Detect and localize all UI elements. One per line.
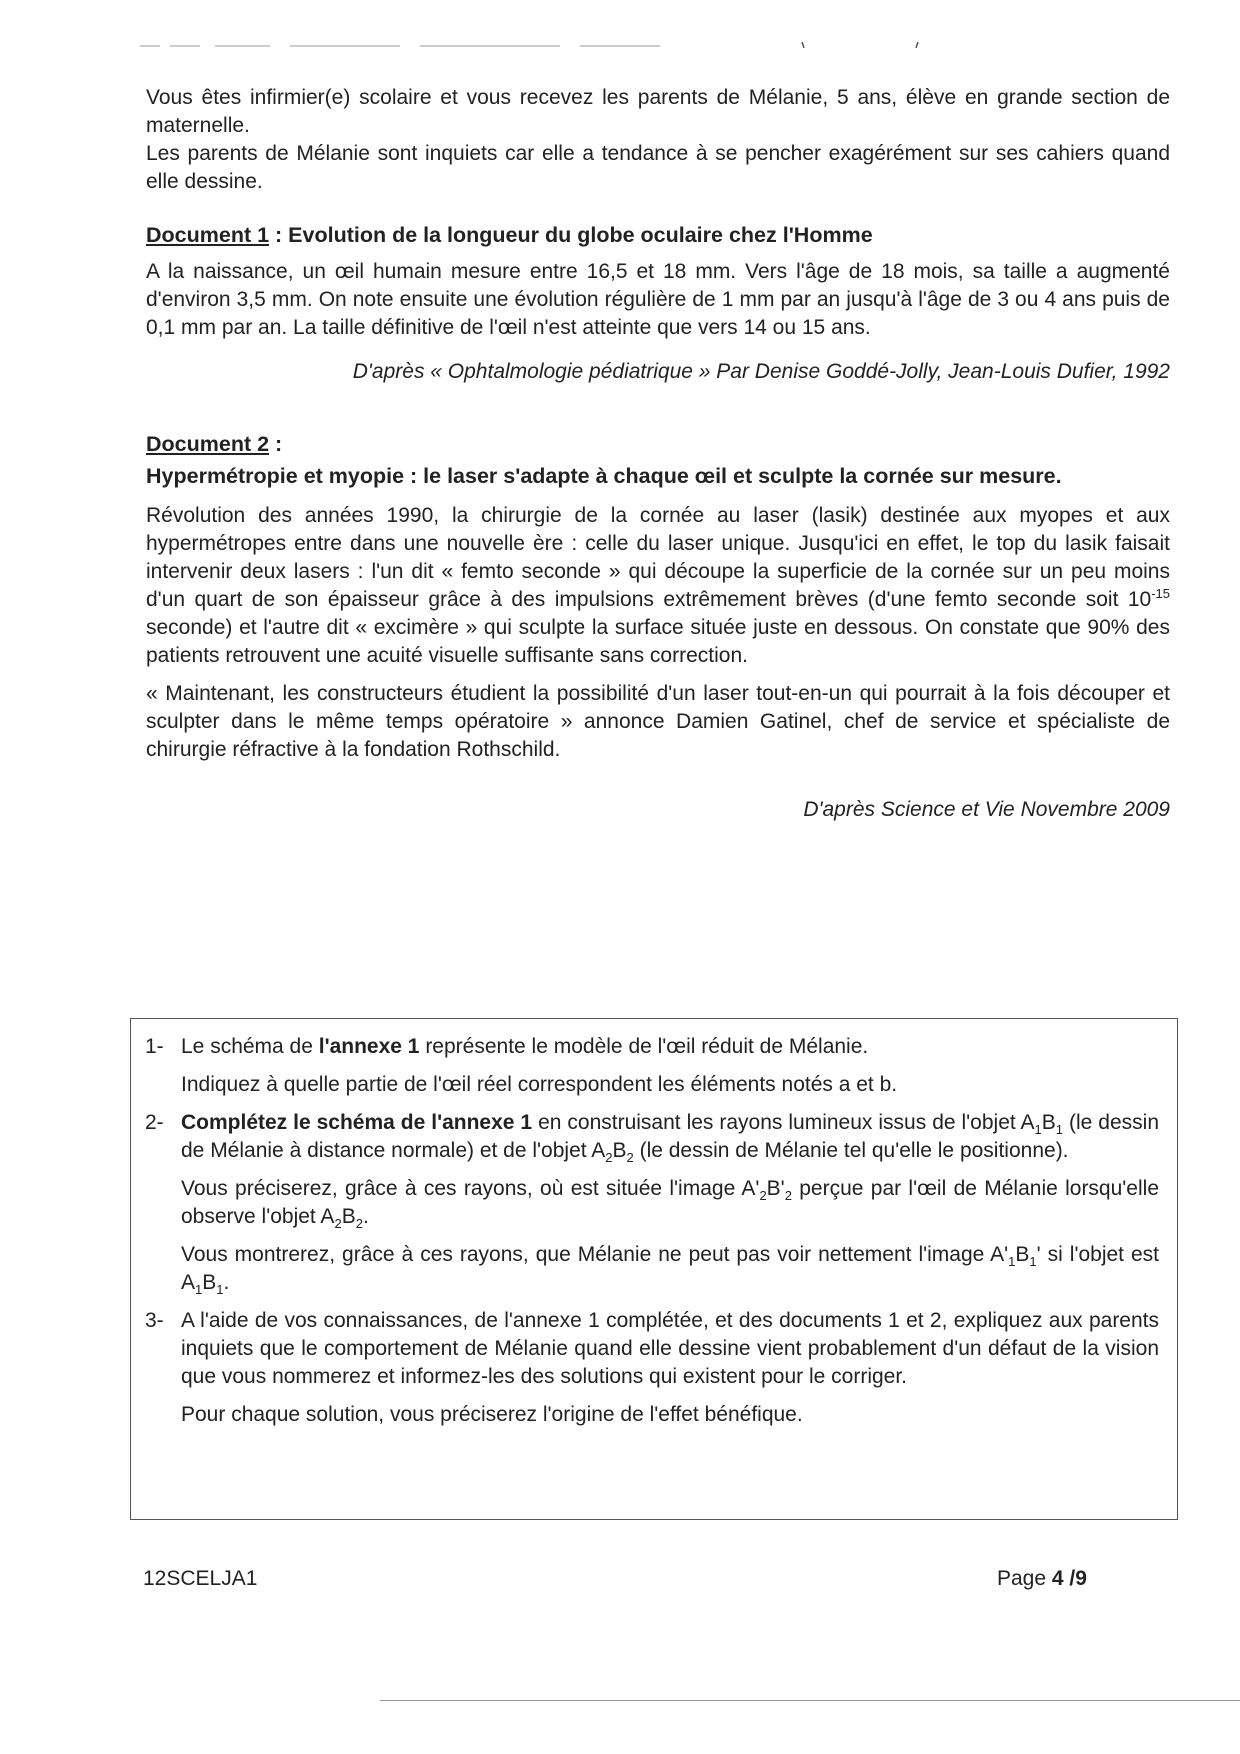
subscript: 1 (1008, 1254, 1016, 1270)
q2-t4: B (612, 1139, 627, 1162)
document-2-source: D'après Science et Vie Novembre 2009 (803, 798, 1170, 821)
q2-s1a: Vous préciserez, grâce à ces rayons, où est située l'image A' (181, 1177, 760, 1200)
document-2-heading (146, 430, 1170, 458)
document-2-text-a: Révolution des années 1990, la chirurgie de la cornée au laser (lasik) destinée aux myopes et aux hypermétropes entre dans une nouvelle ère : celle du laser unique. Jusqu'ici en effet, le top du lasik faisait intervenir deux lasers : l'un dit « femto seconde » qui découpe la superficie de la cornée sur un peu moins d'un quart de son épaisseur grâce à des impulsions extrêmement brèves (d'une femto seconde soit 10 (146, 504, 1170, 611)
q2-s2d: B (202, 1271, 217, 1294)
footer-page (997, 1565, 1087, 1593)
document-2-title: Hypermétropie et myopie : le laser s'adapte à chaque œil et sculpte la cornée sur mesure. (146, 464, 1062, 488)
subscript: 1 (1034, 1122, 1042, 1138)
question-1-pre: Le schéma de (181, 1035, 319, 1058)
question-1-text (181, 1033, 1159, 1061)
document-1-label: Document 1 (146, 223, 270, 247)
question-2 (145, 1109, 1159, 1165)
question-3 (145, 1307, 1159, 1391)
exponent: -15 (1151, 586, 1170, 601)
document-1-source: D'après « Ophtalmologie pédiatrique » Par Denise Goddé-Jolly, Jean-Louis Dufier, 1992 (352, 360, 1170, 383)
document-1-text: A la naissance, un œil humain mesure entre 16,5 et 18 mm. Vers l'âge de 18 mois, sa taille a augmenté d'environ 3,5 mm. On note ensuite une évolution régulière de 1 mm par an jusqu'à l'âge de 3 ou 4 ans puis de 0,1 mm par an. La taille définitive de l'œil n'est atteinte que vers 14 ou 15 ans. (146, 260, 1170, 339)
page-label: Page (997, 1567, 1052, 1590)
page-content (146, 84, 1170, 824)
document-2-label: Document 2 (146, 432, 270, 456)
scan-rule-bottom (380, 1700, 1240, 1701)
subscript: 1 (195, 1282, 203, 1298)
document-1-heading (146, 221, 1170, 249)
document-2-label-suffix: : (269, 432, 283, 456)
q2-s2a: Vous montrerez, grâce à ces rayons, que Mélanie ne peut pas voir nettement l'image A' (181, 1243, 1009, 1266)
subscript: 1 (1029, 1254, 1037, 1270)
q2-s2b: B (1015, 1243, 1030, 1266)
intro-paragraph-2: Les parents de Mélanie sont inquiets car elle a tendance à se pencher exagérément sur ses cahiers quand elle dessine. (146, 142, 1170, 193)
footer-code: 12SCELJA1 (143, 1567, 258, 1590)
subscript: 2 (784, 1188, 792, 1204)
questions-box (130, 1018, 1178, 1520)
question-1-post: représente le modèle de l'œil réduit de Mélanie. (419, 1035, 869, 1058)
page-number: 4 /9 (1051, 1567, 1087, 1590)
question-1-number: 1- (145, 1035, 164, 1058)
scan-marks-top (140, 38, 940, 48)
subscript: 2 (626, 1150, 634, 1166)
question-1 (145, 1033, 1159, 1061)
q2-t2: B (1041, 1111, 1056, 1134)
q2-t3: (le dessin de Mélanie à distance normale) et de l'objet A (181, 1111, 1159, 1162)
q2-s1b: B' (766, 1177, 785, 1200)
q2-t5: (le dessin de Mélanie tel qu'elle le positionne). (633, 1139, 1069, 1162)
q2-s2c: ' si l'objet est A (181, 1243, 1159, 1294)
subscript: 1 (216, 1282, 224, 1298)
subscript: 2 (355, 1216, 363, 1232)
question-2-text (181, 1109, 1159, 1165)
document-2-paragraph-2: « Maintenant, les constructeurs étudient la possibilité d'un laser tout-en-un qui pourrait à la fois découper et sculpter dans le même temps opératoire » annonce Damien Gatinel, chef de service et spécialiste de chirurgie réfractive à la fondation Rothschild. (146, 682, 1170, 761)
subscript: 2 (605, 1150, 613, 1166)
question-2-sub-2 (181, 1241, 1159, 1297)
question-1-sub: Indiquez à quelle partie de l'œil réel correspondent les éléments notés a et b. (181, 1073, 898, 1096)
question-1-bold: l'annexe 1 (318, 1035, 420, 1058)
question-3-sub: Pour chaque solution, vous préciserez l'origine de l'effet bénéfique. (181, 1403, 803, 1426)
intro-paragraph-1: Vous êtes infirmier(e) scolaire et vous recevez les parents de Mélanie, 5 ans, élève en grande section de maternelle. (146, 86, 1170, 137)
q2-s2e: . (223, 1271, 230, 1294)
q2-s1e: . (362, 1205, 369, 1228)
subscript: 1 (1055, 1122, 1064, 1138)
q2-t1: en construisant les rayons lumineux issus de l'objet A (532, 1111, 1035, 1134)
question-2-bold: Complétez le schéma de l'annexe 1 (181, 1111, 533, 1134)
document-2-paragraph-1 (146, 502, 1170, 670)
subscript: 2 (334, 1216, 342, 1232)
document-1-title: : Evolution de la longueur du globe oculaire chez l'Homme (269, 223, 873, 247)
subscript: 2 (759, 1188, 767, 1204)
question-3-number: 3- (145, 1309, 164, 1332)
document-2-text-b: seconde) et l'autre dit « excimère » qui sculpte la surface située juste en dessous. On constate que 90% des patients retrouvent une acuité visuelle suffisante sans correction. (146, 616, 1170, 667)
question-2-sub-1 (181, 1175, 1159, 1231)
question-2-number: 2- (145, 1111, 164, 1134)
q2-s1c: perçue par l'œil de Mélanie lorsqu'elle observe l'objet A (181, 1177, 1159, 1228)
question-3-text: A l'aide de vos connaissances, de l'annexe 1 complétée, et des documents 1 et 2, expliquez aux parents inquiets que le comportement de Mélanie quand elle dessine vient probablement d'un défaut de la vision que vous nommerez et informez-les des solutions qui existent pour le corriger. (181, 1309, 1159, 1388)
q2-s1d: B (341, 1205, 356, 1228)
